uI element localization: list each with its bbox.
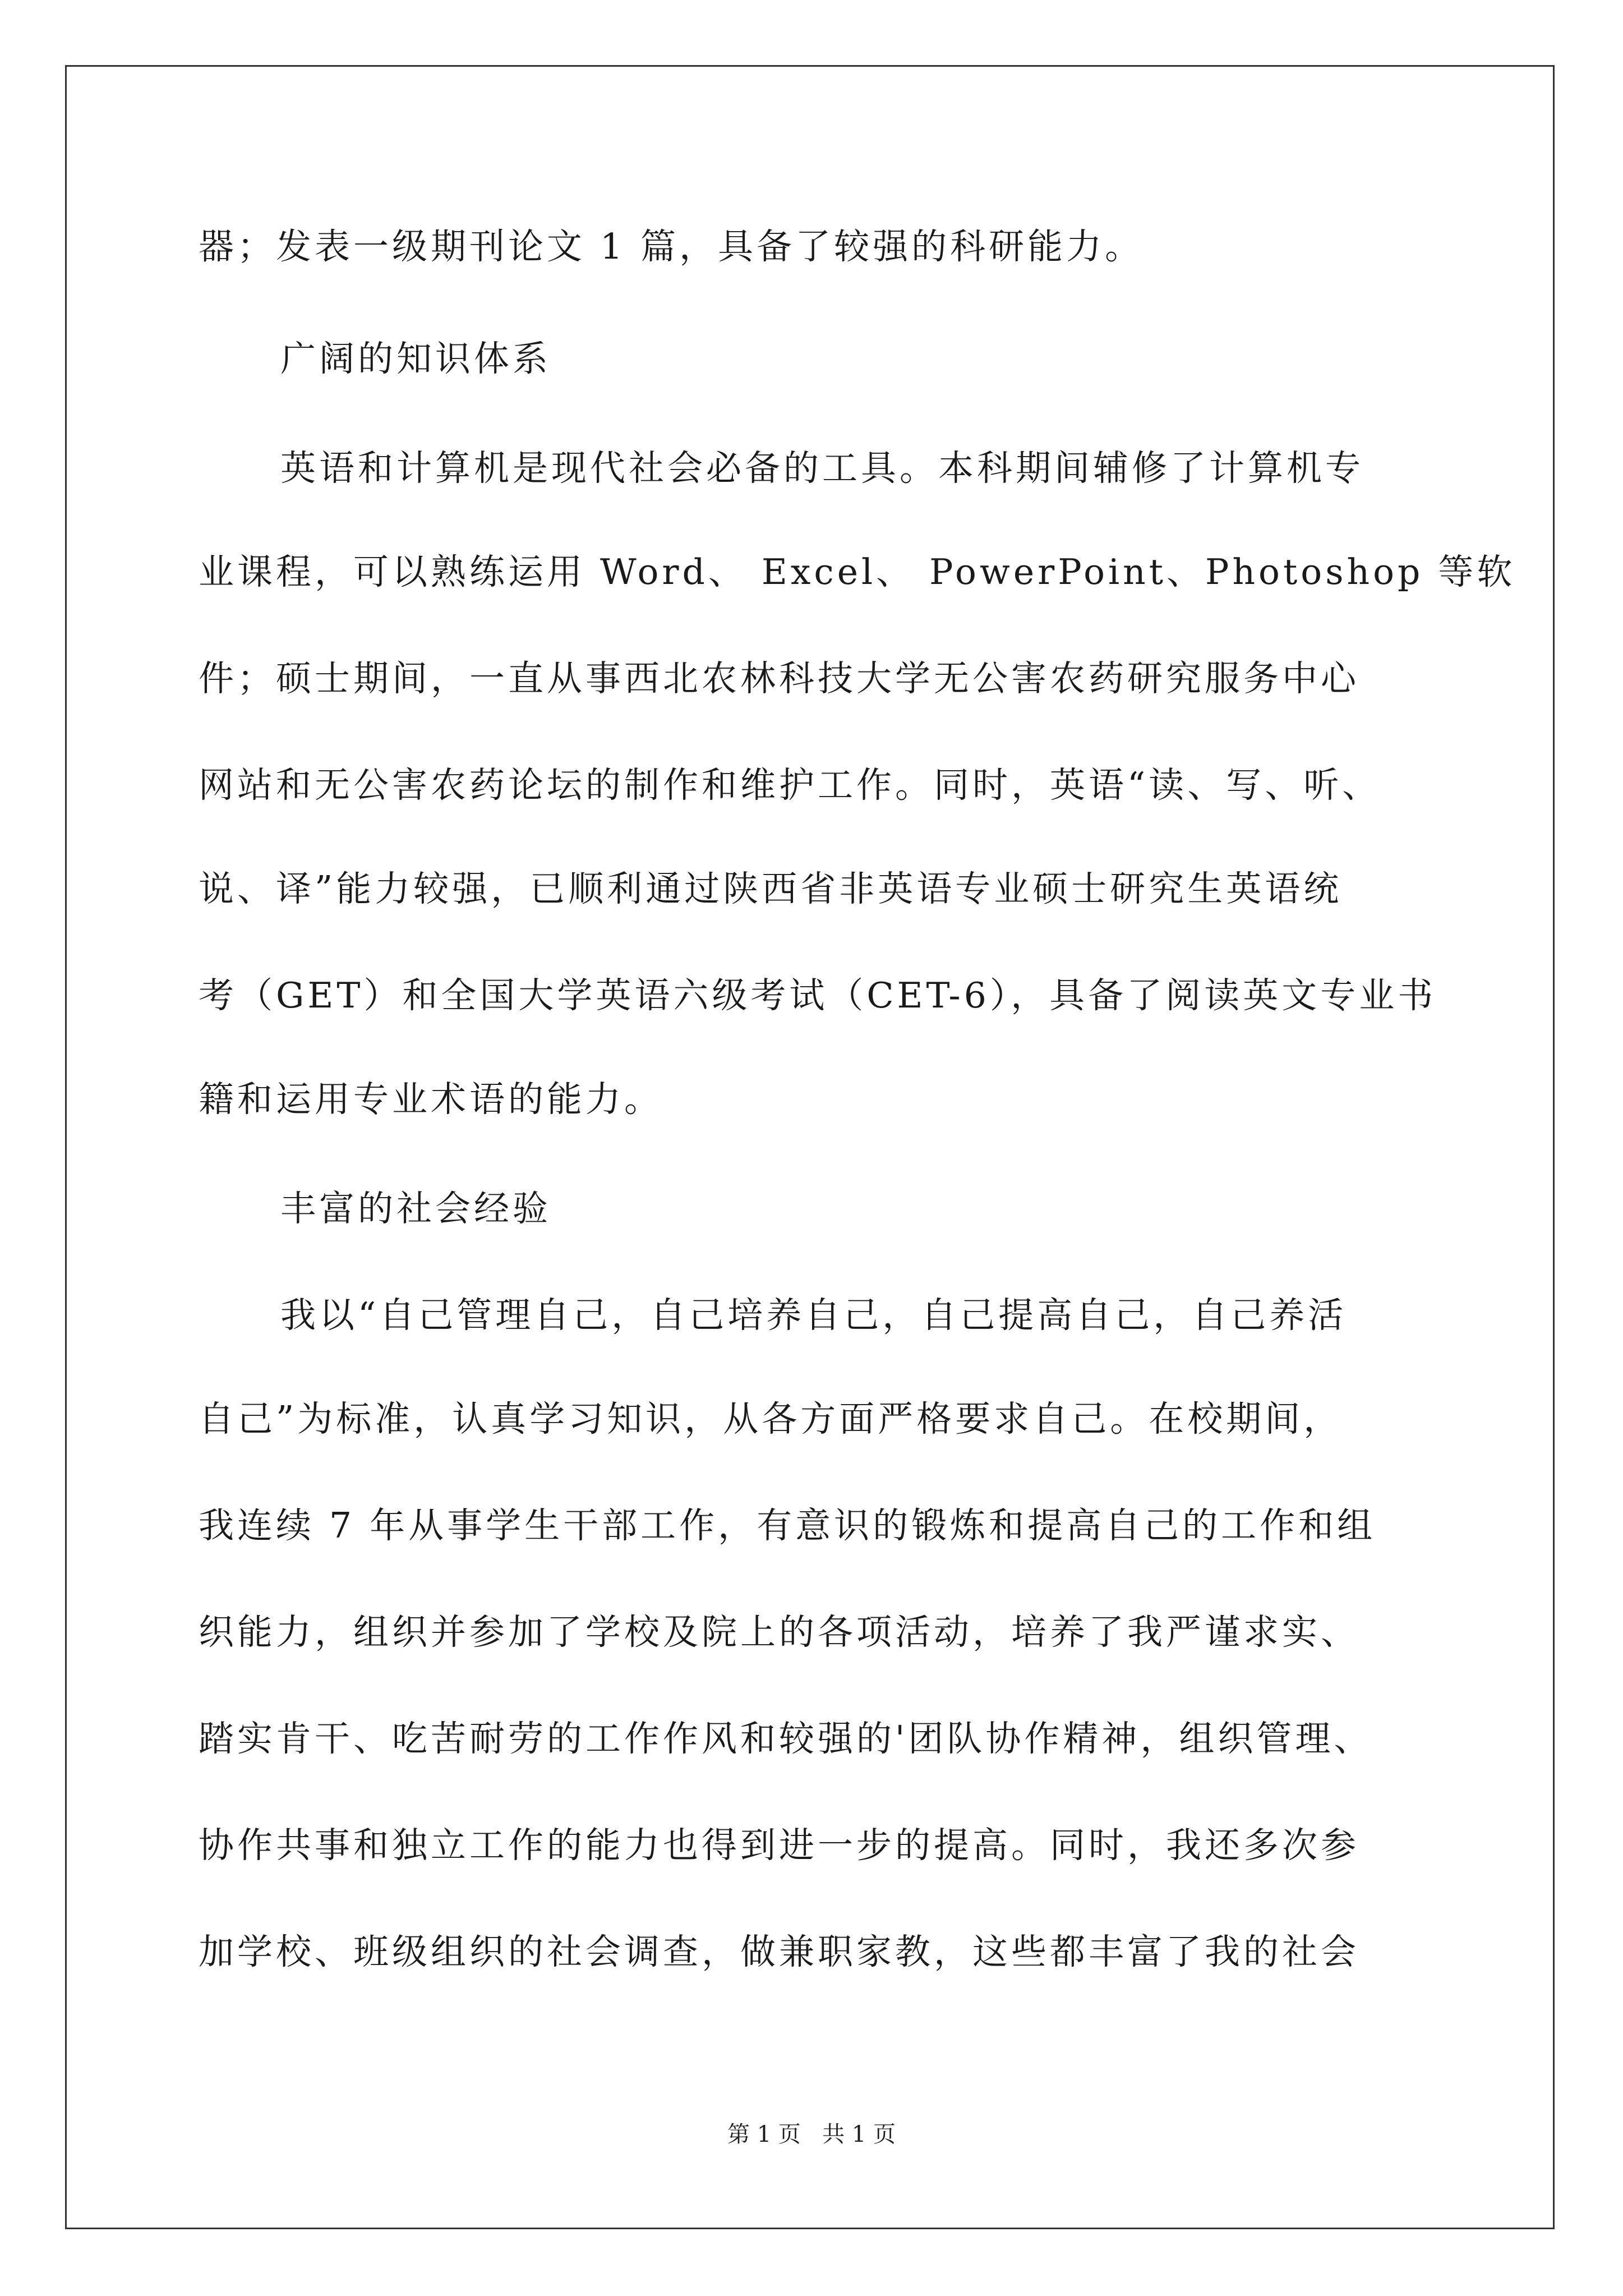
body-line-11: 我以“自己管理自己，自己培养自己，自己提高自己，自己养活 — [280, 1295, 1347, 1336]
body-line-12: 自己”为标准，认真学习知识，从各方面严格要求自己。在校期间， — [199, 1398, 1343, 1439]
body-line-9: 籍和运用专业术语的能力。 — [199, 1079, 663, 1120]
body-line-6: 网站和无公害农药论坛的制作和维护工作。同时，英语“读、写、听、 — [199, 765, 1381, 806]
body-line-14: 织能力，组织并参加了学校及院上的各项活动，培养了我严谨求实、 — [199, 1612, 1359, 1653]
body-line-1: 器；发表一级期刊论文 1 篇，具备了较强的科研能力。 — [199, 226, 1144, 267]
body-line-5: 件；硕士期间，一直从事西北农林科技大学无公害农药研究服务中心 — [199, 658, 1359, 699]
body-line-15: 踏实肯干、吃苦耐劳的工作作风和较强的'团队协作精神，组织管理、 — [199, 1718, 1373, 1759]
body-line-7: 说、译”能力较强，已顺利通过陕西省非英语专业硕士研究生英语统 — [199, 868, 1343, 909]
body-line-4: 业课程，可以熟练运用 Word、 Excel、 PowerPoint、Photoshop 等软 — [199, 551, 1516, 592]
body-line-8: 考（GET）和全国大学英语六级考试（CET-6），具备了阅读英文专业书 — [199, 975, 1437, 1016]
page-footer: 第 1 页 共 1 页 — [727, 2122, 896, 2147]
section-heading-knowledge: 广阔的知识体系 — [280, 338, 551, 379]
body-line-16: 协作共事和独立工作的能力也得到进一步的提高。同时，我还多次参 — [199, 1825, 1359, 1866]
body-line-13: 我连续 7 年从事学生干部工作，有意识的锻炼和提高自己的工作和组 — [199, 1505, 1376, 1546]
body-line-17: 加学校、班级组织的社会调查，做兼职家教，这些都丰富了我的社会 — [199, 1931, 1359, 1972]
page-border — [65, 65, 1555, 2229]
section-heading-experience: 丰富的社会经验 — [280, 1188, 551, 1229]
body-line-3: 英语和计算机是现代社会必备的工具。本科期间辅修了计算机专 — [280, 448, 1364, 489]
